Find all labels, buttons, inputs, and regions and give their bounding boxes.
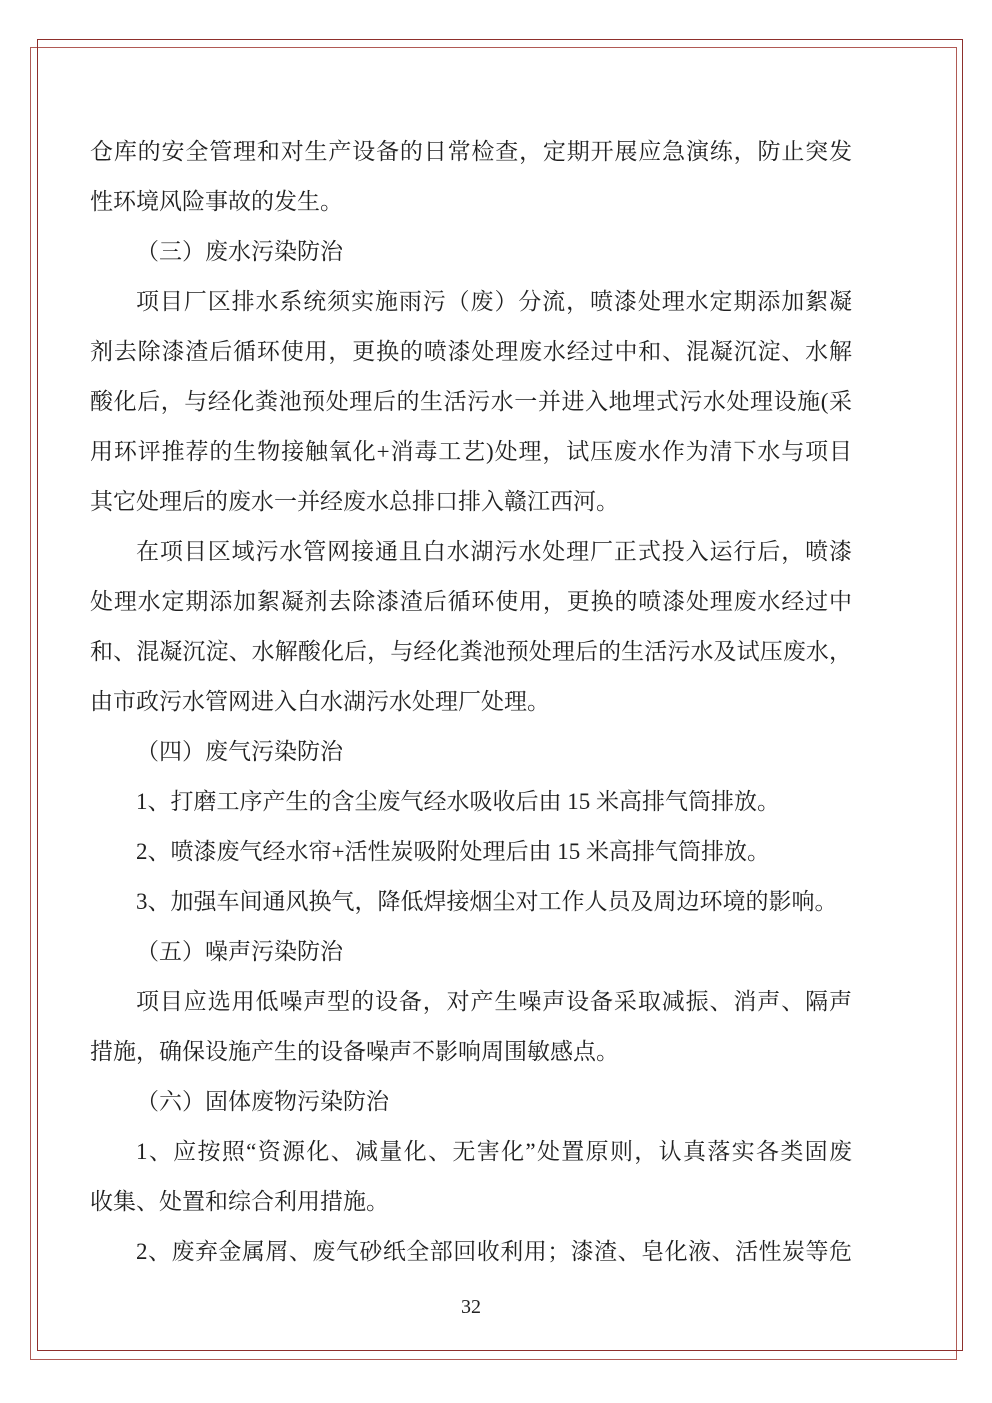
section-heading-line: （五）噪声污染防治 bbox=[136, 939, 343, 964]
paragraph-line: 用环评推荐的生物接触氧化+消毒工艺)处理，试压废水作为清下水与项目 bbox=[90, 439, 852, 464]
paragraph-line: 由市政污水管网进入白水湖污水处理厂处理。 bbox=[90, 689, 550, 714]
document-body bbox=[90, 127, 852, 1277]
page-number: 32 bbox=[461, 1296, 481, 1318]
list-item-line: 1、应按照“资源化、减量化、无害化”处置原则，认真落实各类固废 bbox=[136, 1139, 852, 1164]
section-heading-line: （四）废气污染防治 bbox=[136, 739, 343, 764]
paragraph-line: 项目厂区排水系统须实施雨污（废）分流，喷漆处理水定期添加絮凝 bbox=[136, 289, 852, 314]
paragraph-line: 酸化后，与经化粪池预处理后的生活污水一并进入地埋式污水处理设施(采 bbox=[90, 389, 852, 414]
list-item-line: 3、加强车间通风换气，降低焊接烟尘对工作人员及周边环境的影响。 bbox=[136, 889, 838, 914]
paragraph-line: 性环境风险事故的发生。 bbox=[90, 189, 343, 214]
list-item-line: 1、打磨工序产生的含尘废气经水吸收后由 15 米高排气筒排放。 bbox=[136, 789, 780, 814]
paragraph-line: 其它处理后的废水一并经废水总排口排入赣江西河。 bbox=[90, 489, 619, 514]
paragraph-line: 仓库的安全管理和对生产设备的日常检查，定期开展应急演练，防止突发 bbox=[90, 139, 852, 164]
section-heading-line: （六）固体废物污染防治 bbox=[136, 1089, 389, 1114]
list-item-line: 2、废弃金属屑、废气砂纸全部回收利用；漆渣、皂化液、活性炭等危 bbox=[136, 1239, 852, 1264]
paragraph-line: 措施，确保设施产生的设备噪声不影响周围敏感点。 bbox=[90, 1039, 619, 1064]
section-heading-line: （三）废水污染防治 bbox=[136, 239, 343, 264]
paragraph-line: 项目应选用低噪声型的设备，对产生噪声设备采取减振、消声、隔声 bbox=[136, 989, 852, 1014]
list-item-line: 2、喷漆废气经水帘+活性炭吸附处理后由 15 米高排气筒排放。 bbox=[136, 839, 770, 864]
paragraph-line: 剂去除漆渣后循环使用，更换的喷漆处理废水经过中和、混凝沉淀、水解 bbox=[90, 339, 852, 364]
paragraph-line: 处理水定期添加絮凝剂去除漆渣后循环使用，更换的喷漆处理废水经过中 bbox=[90, 589, 852, 614]
paragraph-line: 和、混凝沉淀、水解酸化后，与经化粪池预处理后的生活污水及试压废水， bbox=[90, 639, 852, 664]
paragraph-line: 在项目区域污水管网接通且白水湖污水处理厂正式投入运行后，喷漆 bbox=[136, 539, 852, 564]
paragraph-line: 收集、处置和综合利用措施。 bbox=[90, 1189, 389, 1214]
